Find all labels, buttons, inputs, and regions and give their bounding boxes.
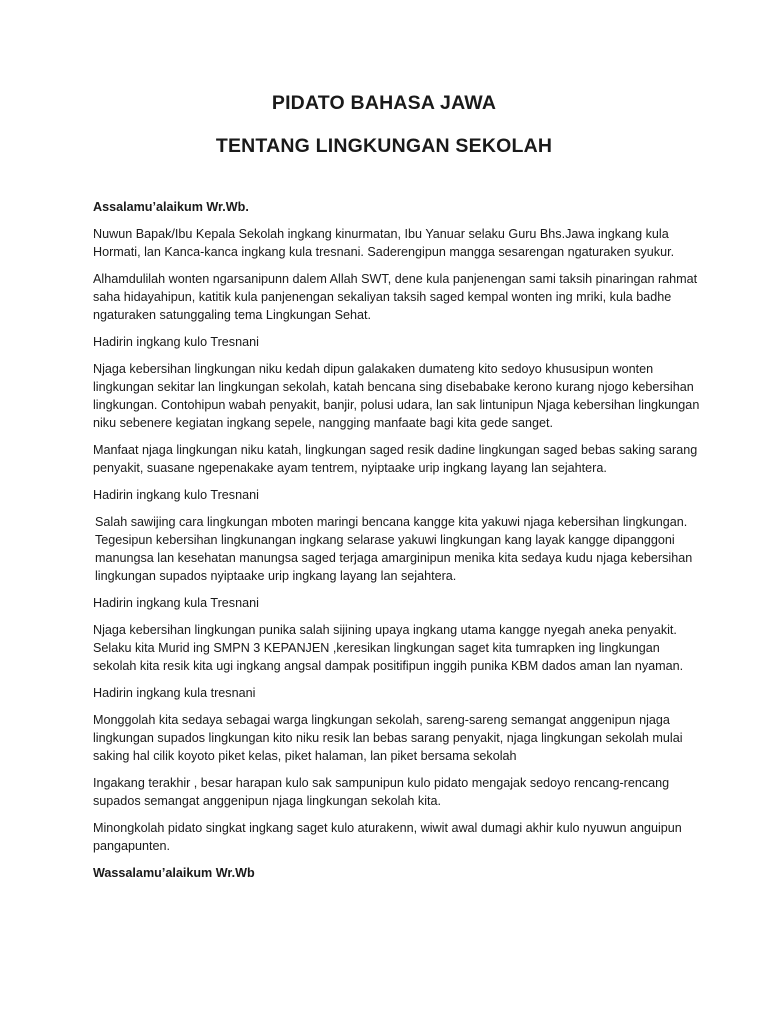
paragraph: Minongkolah pidato singkat ingkang saget kulo aturakenn, wiwit awal dumagi akhir kulo nyuwun anguipun pangapunten. bbox=[93, 821, 682, 853]
paragraph-heading: Hadirin ingkang kulo Tresnani bbox=[93, 488, 259, 502]
document-title: PIDATO BAHASA JAWA bbox=[271, 92, 497, 114]
opening-greeting: Assalamu’alaikum Wr.Wb. bbox=[93, 200, 249, 214]
paragraph: Salah sawijing cara lingkungan mboten maringi bencana kangge kita yakuwi njaga kebersihan lingkungan. Tegesipun kebersihan lingkunangan ingkang selarase yakuwi lingkungan kang layak kangge dipanggoni manungsa lan kesehatan manungsa saged terjaga amarginipun menika kita sedaya kudu njaga kebersihan lingkungan supados nyiptaake urip ingkang layang lan sejahtera. bbox=[95, 515, 693, 583]
paragraph-heading: Hadirin ingkang kulo Tresnani bbox=[93, 335, 259, 349]
document-subtitle: TENTANG LINGKUNGAN SEKOLAH bbox=[215, 135, 553, 157]
paragraph: Njaga kebersihan lingkungan niku kedah dipun galakaken dumateng kito sedoyo khususipun wonten lingkungan sekitar lan lingkungan sekolah, katah bencana sing disebabake kerono kurang njogo kebersihan lingkungan. Contohipun wabah penyakit, banjir, polusi udara, lan sak lintunipun Njaga kebersihan lingkungan niku sebenere kegiatan ingkang sepele, nangging manfaate bagi kita gede sanget. bbox=[93, 362, 700, 430]
paragraph: Manfaat njaga lingkungan niku katah, lingkungan saged resik dadine lingkungan saged bebas saking sarang penyakit, suasane ngepenakake ayam tentrem, nyiptaake urip ingkang layang lan sejahtera. bbox=[93, 443, 698, 475]
document-body bbox=[93, 198, 703, 891]
paragraph-heading: Hadirin ingkang kula tresnani bbox=[93, 686, 256, 700]
paragraph-heading: Hadirin ingkang kula Tresnani bbox=[93, 596, 259, 610]
paragraph: Njaga kebersihan lingkungan punika salah sijining upaya ingkang utama kangge nyegah aneka penyakit. Selaku kita Murid ing SMPN 3 KEPANJEN ,keresikan lingkungan saget kita tumrapken ing lingkungan sekolah kita resik kita ugi ingkang angsal dampak positifipun inggih punika KBM dados aman lan nyaman. bbox=[93, 623, 684, 673]
paragraph: Monggolah kita sedaya sebagai warga lingkungan sekolah, sareng-sareng semangat anggenipun njaga lingkungan supados lingkungan kito niku resik lan bebas sarang penyakit, njaga lingkungan sekolah mulai saking hal cilik koyoto piket kelas, piket halaman, lan piket bersama sekolah bbox=[93, 713, 683, 763]
paragraph: Alhamdulilah wonten ngarsanipunn dalem Allah SWT, dene kula panjenengan sami taksih pinaringan rahmat saha hidayahipun, katitik kula panjenengan sekaliyan taksih saged kempal wonten ing mriki, kula badhe ngaturaken satunggaling tema Lingkungan Sehat. bbox=[93, 272, 698, 322]
paragraph: Ingakang terakhir , besar harapan kulo sak sampunipun kulo pidato mengajak sedoyo rencang-rencang supados semangat anggenipun njaga lingkungan sekolah kita. bbox=[93, 776, 670, 808]
closing-greeting: Wassalamu’alaikum Wr.Wb bbox=[93, 866, 255, 880]
paragraph: Nuwun Bapak/Ibu Kepala Sekolah ingkang kinurmatan, Ibu Yanuar selaku Guru Bhs.Jawa ingkang kula Hormati, lan Kanca-kanca ingkang kula tresnani. Saderengipun mangga sesarengan ngaturaken syukur. bbox=[93, 227, 675, 259]
